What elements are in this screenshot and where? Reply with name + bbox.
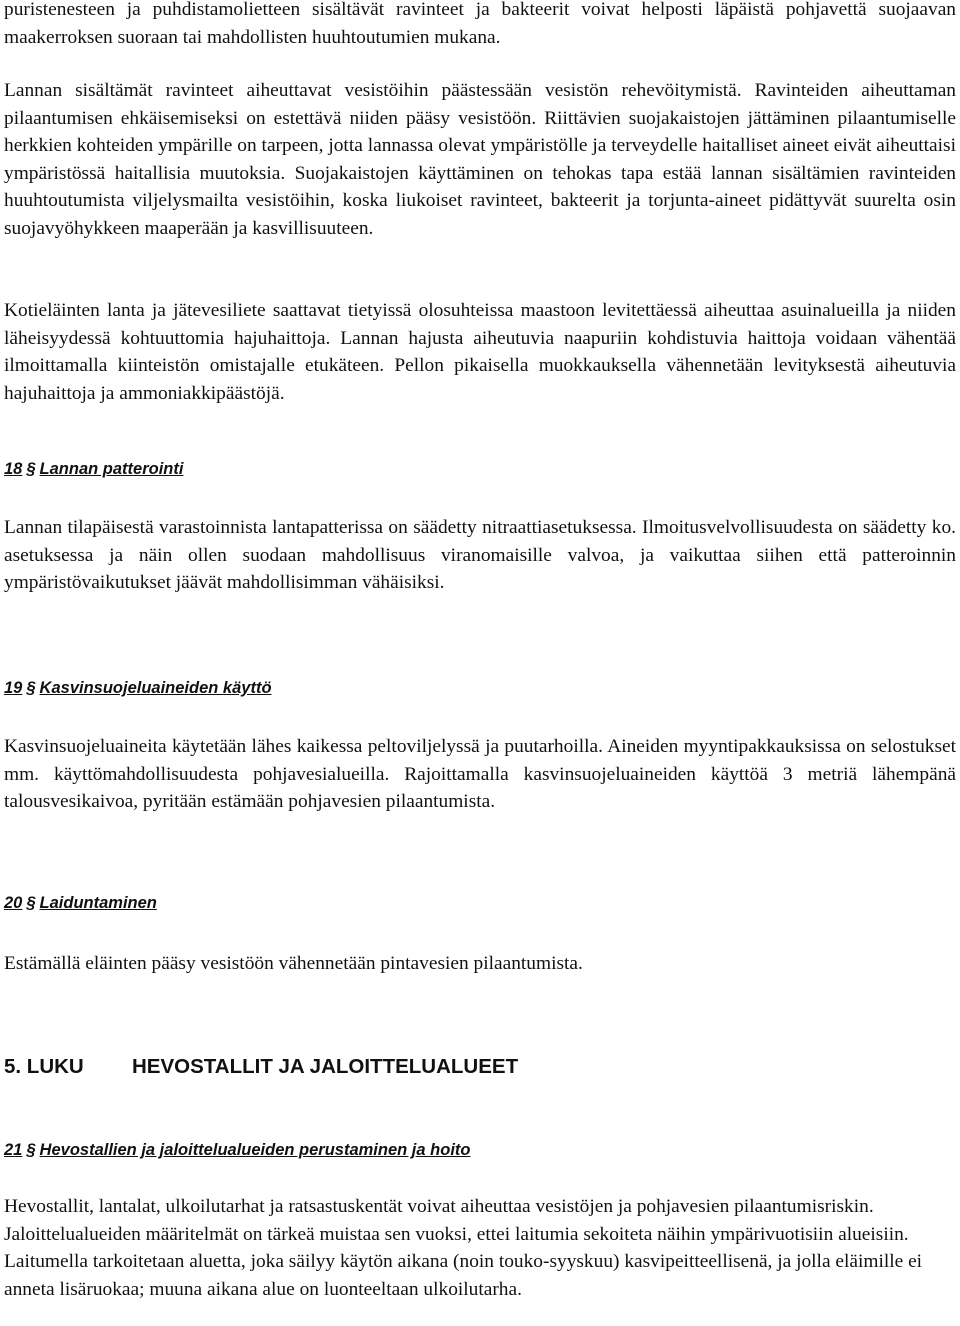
paragraph-lannan-ravinteet: Lannan sisältämät ravinteet aiheuttavat vesistöihin päästessään vesistön rehevöitymistä. Ravinteiden aiheuttaman pilaantumisen ehkäisemiseksi on estettävä niiden pääsy vesistöön. Riittävien suojakaistojen jättäminen pilaantumiselle herkkien kohteiden ympärille on tarpeen, jotta lannassa olevat ympäristölle ja terveydelle haitalliset aineet eivät aiheuttaisi ympäristössä haitallisia muutoksia. Suojakaistojen käyttäminen on tehokas tapa estää lannan sisältämien ravinteiden huuhtoutumista viljelysmailta vesistöihin, koska liukoiset ravinteet, bakteerit ja torjunta-aineet pidättyvät suurelta osin suojavyöhykkeen maaperään ja kasvillisuuteen. — [4, 80, 956, 239]
paragraph-kasvinsuojeluaineet: Kasvinsuojeluaineita käytetään lähes kaikessa peltoviljelyssä ja puutarhoilla. Aineiden myyntipakkauksissa on selostukset mm. käyttömahdollisuudesta pohjavesialueilla. Rajoittamalla kasvinsuojeluaineiden käyttöä 3 metriä lähempänä talousvesikaivoa, pyritään estämään pohjavesien pilaantumista. — [4, 736, 956, 813]
paragraph-kotielainten-lanta: Kotieläinten lanta ja jätevesiliete saattavat tietyissä olosuhteissa maastoon levitettäessä aiheuttaa asuinalueilla ja niiden läheisyydessä kohtuuttomia hajuhaittoja. Lannan hajusta aiheutuvia naapuriin kohdistuvia haittoja voidaan vähentää ilmoittamalla kiinteistön omistajalle etukäteen. Pellon pikaisella muokkauksella vähennetään levityksestä aiheutuvia hajuhaittoja ja ammoniakkipäästöjä. — [4, 300, 956, 404]
section-sign: § — [26, 679, 36, 697]
section-sign: § — [26, 894, 36, 912]
section-heading-21 — [4, 1139, 470, 1161]
paragraph-hevostallit: Hevostallit, lantalat, ulkoilutarhat ja ratsastuskentät voivat aiheuttaa vesistöjen ja pohjavesien pilaantumisriskin. Jaloittelualueiden määritelmät on tärkeä muistaa sen vuoksi, ettei laitumia sekoiteta näihin ympärivuotisiin alueisiin. Laitumella tarkoitetaan aluetta, joka säilyy käytön aikana (noin touko-syyskuu) kasvipeitteellisenä, ja jolla eläimille ei anneta lisäruokaa; muuna aikana alue on luonteeltaan ulkoilutarha. — [4, 1196, 923, 1300]
section-sign: § — [26, 1141, 36, 1159]
paragraph-lannan-patterointi: Lannan tilapäisestä varastoinnista lantapatterissa on säädetty nitraattiasetuksessa. Ilmoitusvelvollisuudesta on säädetty ko. asetuksessa ja näin ollen suodaan mahdollisuus viranomaisille valvoa, ja vaikuttaa siihen että patteroinnin ympäristövaikutukset jäävät mahdollisimman vähäisiksi. — [4, 517, 956, 594]
paragraph-laiduntaminen: Estämällä eläinten pääsy vesistöön vähennetään pintavesien pilaantumista. — [4, 953, 583, 974]
section-number: 18 — [4, 460, 23, 478]
chapter-heading — [4, 1054, 518, 1080]
paragraph-intro: puristenesteen ja puhdistamolietteen sisältävät ravinteet ja bakteerit voivat helposti läpäistä pohjavettä suojaavan maakerroksen suoraan tai mahdollisten huuhtoutumien mukana. — [4, 0, 956, 48]
section-heading-18 — [4, 458, 183, 480]
section-title: Hevostallien ja jaloittelualueiden perustaminen ja hoito — [39, 1141, 471, 1159]
chapter-title: HEVOSTALLIT JA JALOITTELUALUEET — [132, 1055, 519, 1078]
section-title: Lannan patterointi — [39, 460, 184, 478]
section-number: 20 — [4, 894, 23, 912]
section-number: 19 — [4, 679, 23, 697]
section-sign: § — [26, 460, 36, 478]
section-heading-19 — [4, 677, 272, 699]
chapter-number: 5. LUKU — [4, 1055, 84, 1078]
section-number: 21 — [4, 1141, 23, 1159]
section-title: Laiduntaminen — [39, 894, 157, 912]
section-title: Kasvinsuojeluaineiden käyttö — [39, 679, 272, 697]
section-heading-20 — [4, 892, 157, 914]
